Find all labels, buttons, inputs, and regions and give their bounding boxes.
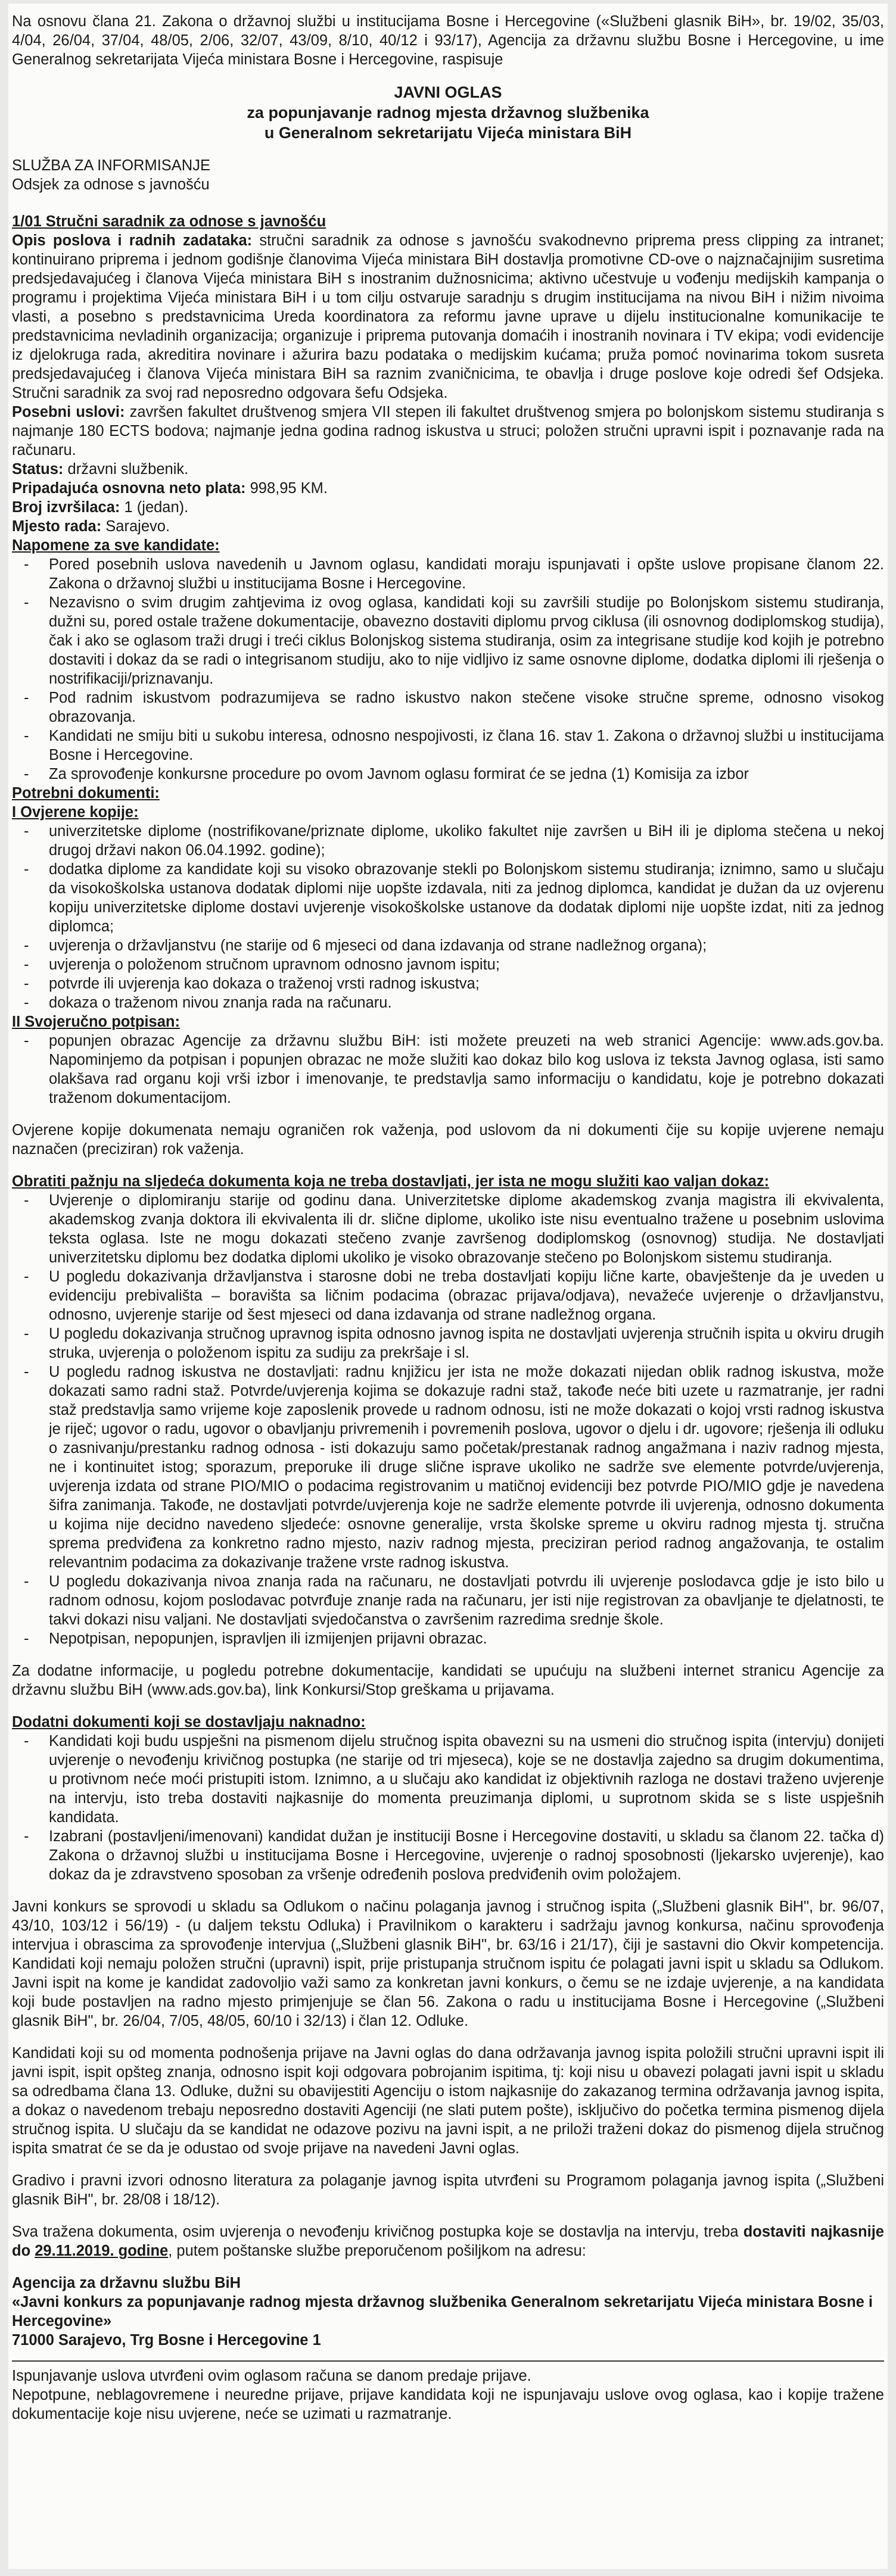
service-name: SLUŽBA ZA INFORMISANJE [12, 157, 210, 174]
salary-line [12, 479, 884, 498]
list-item: - univerzitetske diplome (nostrifikovane/priznate diplome, ukoliko fakultet nije završen u BiH ili je diploma stečena u nekoj drugoj državi nakon 06.04.1992. godine); [12, 822, 884, 860]
status-text: državni službenik. [67, 461, 189, 478]
deadline-date: 29.11.2019. godine [35, 2243, 169, 2259]
deadline-bold: dostaviti najkasnije do [12, 2223, 884, 2259]
place-line [12, 517, 884, 536]
count-label: Broj izvršilaca: [12, 499, 120, 516]
closing-paragraph-2: Nepotpune, neblagovremene i neuredne prijave, prijave kandidata koji ne ispunjavaju uslove ovog oglasa, kao i kopije tražene dokumentacije koje nisu uvjerene, neće se uzimati u razmatranje. [12, 2387, 884, 2422]
job-notice-document [8, 4, 888, 2569]
divider [12, 2360, 884, 2362]
list-item: - U pogledu dokazivanja stručnog upravnog ispita odnosno javnog ispita ne dostavljati uvjerenja stručnih ispita u okviru drugih struka, uvjerenja o položenom ispitu za sudiju za prekršaje i sl. [12, 1324, 884, 1362]
list-item: - uvjerenja o državljanstvu (ne starije od 6 mjeseci od dana izdavanja od strane nadležnog organa); [12, 936, 884, 955]
intro-paragraph: Na osnovu člana 21. Zakona o državnoj službi u institucijama Bosne i Hercegovine («Službeni glasnik BiH», br. 19/02, 35/03, 4/04, 26/04, 37/04, 48/05, 2/06, 32/07, 43/09, 8/10, 40/12 i 93/17), Agencija za državnu službu Bosne i Hercegovine, u ime Generalnog sekretarijata Vijeća ministara Bosne i Hercegovine, raspisuje [12, 13, 884, 68]
list-item: - uvjerenja o položenom stručnom upravnom odnosno javnom ispitu; [12, 955, 884, 974]
list-item: - Za sprovođenje konkursne procedure po ovom Javnom oglasu formirat će se jedna (1) Komisija za izbor [12, 765, 884, 784]
deadline-text-2: , putem poštanske službe preporučenom pošiljkom na adresu: [168, 2243, 586, 2259]
conditions-paragraph [12, 403, 884, 460]
list-item: - Nepotpisan, nepopunjen, ispravljen ili izmijenjen prijavni obrazac. [12, 1629, 884, 1648]
duties-paragraph [12, 231, 884, 403]
place-text: Sarajevo. [105, 518, 170, 535]
invalid-documents-heading: Obratiti pažnju na sljedeća dokumenta koja ne treba dostavljati, jer ista ne mogu služiti kao valjan dokaz: [12, 1173, 770, 1190]
list-item: - Uvjerenje o diplomiranju starije od godinu dana. Univerzitetske diplome akademskog zvanja magistra ili ekvivalenta, akademskog zvanja doktora ili ekvivalenta ili dr. slične diplome, ukoliko iste nisu eventualno tražene u posebnim uslovima teksta oglasa. Iste ne mogu dokazati stečeno zvanje završenog dodiplomskog (osnovnog) studija. Ne dostavljati univerzitetsku diplomu bez dodatka diplomi ukoliko je visoko obrazovanje stečeno po Bolonjskom sistemu studiranja. [12, 1191, 884, 1267]
deadline-paragraph [12, 2222, 884, 2260]
material-paragraph: Gradivo i pravni izvori odnosno literatura za polaganje javnog ispita utvrđeni su Programom polaganja javnog ispita („Službeni glasnik BiH", br. 28/08 i 18/12). [12, 2172, 884, 2208]
certified-copies-list [12, 822, 884, 1012]
list-item: - Pored posebnih uslova navedenih u Javnom oglasu, kandidati moraju ispunjavati i opšte uslove propisane članom 22. Zakona o državnoj službi u institucijama Bosne i Hercegovine. [12, 555, 884, 593]
duties-text: stručni saradnik za odnose s javnošću svakodnevno priprema press clipping za intranet; kontinuirano priprema i jednom godišnje članovima Vijeća ministara BiH dostavlja promotivne CD-ove o najznačajnijim susretima predsjedavajućeg i članova Vijeća ministara BiH s inostranim dužnosnicima; aktivno učestvuje u vođenju medijskih kampanja o programu i projektima Vijeća ministara BiH i u tom cilju ostvaruje saradnju s drugim institucijama na nivou BiH i nižim nivoima vlasti, a posebno s predstavnicima Ureda koordinatora za reformu javne uprave u dijelu institucionalne komunikacije te predstavnicima nevladinih organizacija; organizuje i priprema putovanja domaćih i inostranih novinara i TV ekipa; vodi evidencije iz djelokruga rada, akreditira novinare i ažurira bazu podataka o medijskim kućama; pruža pomoć novinarima tokom susreta predsjedavajućeg i članova Vijeća ministara BiH sa raznim zvaničnicima, te obavlja i druge poslove koje odredi šef Odsjeka. Stručni saradnik za svoj rad neposredno odgovara šefu Odsjeka. [12, 232, 884, 401]
invalid-documents-list [12, 1191, 884, 1648]
list-item: - U pogledu dokazivanja državljanstva i starosne dobi ne treba dostavljati kopiju lične karte, obavještenje da je uveden u evidenciju prebivališta – boravišta sa ličnim podacima (obrazac prijava/odjava), nevažeće uvjerenje o državljanstvu, odnosno, uvjerenje starije od šest mjeseci od dana izdavanja od strane nadležnog organa. [12, 1267, 884, 1324]
department-name: Odsjek za odnose s javnošću [12, 176, 210, 193]
duties-label: Opis poslova i radnih zadataka: [12, 232, 253, 249]
address-line-2: «Javni konkurs za popunjavanje radnog mjesta državnog službenika Generalnom sekretarijatu Vijeća ministara Bosne i Hercegovine» [12, 2294, 873, 2329]
certified-copies-heading: I Ovjerene kopije: [12, 804, 139, 821]
salary-label: Pripadajuća osnovna neto plata: [12, 480, 246, 497]
count-line [12, 498, 884, 517]
status-line [12, 460, 884, 479]
notice-subtitle-2: u Generalnom sekretarijatu Vijeća ministara BiH [264, 124, 632, 142]
list-item: - potvrde ili uvjerenja kao dokaza o traženoj vrsti radnog iskustva; [12, 974, 884, 993]
list-item: - Nezavisno o svim drugim zahtjevima iz ovog oglasa, kandidati koji su završili studije po Bolonjskom sistemu studiranja, dužni su, pored ostale tražene dokumentacije, obavezno dostaviti diplomu prvog ciklusa (ili osnovnog dodiplomskog studija), čak i ako se oglasom traži drugi i treći ciklus Bolonjskog sistema studiranja, osim za integrisane studije kod kojih je potrebno dostaviti i dokaz da se radi o integrisanom studiju, ako to nije vidljivo iz same osnovne diplome, dodatka diplomi ili rješenja o nostrifikaciji/priznavanju. [12, 593, 884, 688]
closing-paragraph-1: Ispunjavanje uslova utvrđeni ovim oglasom računa se danom predaje prijave. [12, 2368, 531, 2384]
later-documents-heading: Dodatni dokumenti koji se dostavljaju naknadno: [12, 1714, 366, 1730]
later-documents-list [12, 1732, 884, 1884]
validity-note: Ovjerene kopije dokumenata nemaju ograničen rok važenja, pod uslovom da ni dokumenti čije su kopije uvjerene nemaju naznačen (preciziran) rok važenja. [12, 1122, 884, 1158]
signed-list [12, 1031, 884, 1108]
salary-text: 998,95 KM. [250, 480, 328, 497]
address-line-3: 71000 Sarajevo, Trg Bosne i Hercegovine 1 [12, 2332, 321, 2349]
list-item: - Izabrani (postavljeni/imenovani) kandidat dužan je instituciji Bosne i Hercegovine dostaviti, u skladu sa članom 22. tačka d) Zakona o državnoj službi u institucijama Bosne i Hercegovine, uvjerenje o radnoj sposobnosti (ljekarsko uvjerenje), kao dokaz da je zdravstveno sposoban za vršenje određenih poslova predviđenih ovim položajem. [12, 1827, 884, 1884]
info-paragraph: Za dodatne informacije, u pogledu potrebne dokumentacije, kandidati se upućuju na službeni internet stranicu Agencije za državnu službu BiH (www.ads.gov.ba), link Konkursi/Stop greškama u prijavama. [12, 1663, 884, 1698]
list-item: - U pogledu dokazivanja nivoa znanja rada na računaru, ne dostavljati potvrdu ili uvjerenje poslodavca gdje je isto bilo u radnom odnosu, kojom poslodavac potvrđuje znanje rada na računaru, jer isti nije registrovan za obavljanje te djelatnosti, te takvi dokazi nisu valjani. Ne dostavljati svjedočanstva o završenim razredima srednje škole. [12, 1572, 884, 1629]
list-item: - Kandidati koji budu uspješni na pismenom dijelu stručnog ispita obavezni su na usmeni dio stručnog ispita (intervju) donijeti uvjerenje o nevođenju krivičnog postupka (ne starije od tri mjeseca), koje se ne dostavlja zajedno sa drugim dokumentima, u protivnom neće moći pristupiti istom. Iznimno, a u slučaju ako kandidat iz objektivnih razloga ne dostavi traženo uvjerenje na intervju, isto treba dostaviti najkasnije do momenta preuzimanja diplomi, u suprotnom skida se s liste uspješnih kandidata. [12, 1732, 884, 1827]
list-item: - Pod radnim iskustvom podrazumijeva se radno iskustvo nakon stečene visoke stručne spreme, odnosno visokog obrazovanja. [12, 688, 884, 726]
notice-subtitle-1: za popunjavanje radnog mjesta državnog službenika [247, 104, 649, 121]
list-item: - dokaza o traženom nivou znanja rada na računaru. [12, 993, 884, 1012]
status-label: Status: [12, 461, 64, 478]
list-item: - popunjen obrazac Agencije za državnu službu BiH: isti možete preuzeti na web stranici Agencije: www.ads.gov.ba. Napominjemo da potpisan i popunjen obrazac ne može služiti kao dokaz bilo kog uslova iz teksta Javnog oglasa, isti samo olakšava rad organu koji vrši izbor i imenovanje, te predstavlja samo informaciju o kandidatu, koje je potrebno dokazati traženom dokumentacijom. [12, 1031, 884, 1108]
list-item: - U pogledu radnog iskustva ne dostavljati: radnu knjižicu jer ista ne može dokazati nijedan oblik radnog iskustva, može dokazati samo radni staž. Potvrde/uvjerenja kojima se dokazuje radni staž, takođe neće biti uzete u razmatranje, jer radni staž predstavlja samo vrijeme koje zaposlenik provede u radnom odnosu, isti ne može dokazati o kojoj vrsti radnog iskustva je riječ; ugovor o radu, ugovor o obavljanju privremenih i povremenih poslova, ugovor o djelu i dr. ugovore; rješenja ili odluku o zasnivanju/prestanku radnog odnosa - isti dokazuju samo početak/prestanak radnog angažmana i naziv radnog mjesta, ne i kontinuitet istog; sporazum, preporuke ili druge slične isprave ukoliko ne sadrže sve elemente potvrde/uvjerenja, uvjerenja izdata od strane PIO/MIO o podacima registrovanim u matičnoj evidenciji bez potvrde PIO/MIO gdje je navedena šifra zanimanja. Takođe, ne dostavljati potvrde/uvjerenja koje ne sadrže elemente potvrde ili uvjerenja, odnosno dokumenta u kojima nije decidno navedeno sljedeće: osnovne generalije, vrsta školske spreme u okviru radnog mjesta tj. stručna sprema predviđena za konkretno radno mjesto, naziv radnog mjesta, preciziran period radnog angažovanja, te ostalim relevantnim podacima za dokazivanje tražene vrste radnog iskustva. [12, 1362, 884, 1572]
conditions-label: Posebni uslovi: [12, 404, 125, 420]
notes-list [12, 555, 884, 784]
procedure-paragraph: Javni konkurs se sprovodi u skladu sa Odlukom o načinu polaganja javnog i stručnog ispita („Službeni glasnik BiH", br. 96/07, 43/10, 103/12 i 56/19) - (u daljem tekstu Odluka) i Pravilnikom o karakteru i sadržaju javnog konkursa, načinu sprovođenja intervjua i obrascima za sprovođenje intervjua („Službeni glasnik BiH", br. 63/16 i 21/17), čiji je sastavni dio Okvir kompetencija. Kandidati koji nemaju položen stručni (upravni) ispit, prije pristupanja stručnom ispitu će polagati javni ispit u skladu sa Odlukom. Javni ispit na kome je kandidat zadovoljio važi samo za konkretan javni konkurs, o čemu se ne izdaje uvjerenje, a na kandidata koji bude postavljen na radno mjesto primjenjuje se član 56. Zakona o radu u institucijama Bosne i Hercegovine („Službeni glasnik BiH", br. 26/04, 7/05, 48/05, 60/10 i 32/13) i član 12. Odluke. [12, 1898, 884, 2029]
signed-heading: II Svojeručno potpisan: [12, 1013, 180, 1030]
notes-heading: Napomene za sve kandidate: [12, 537, 220, 554]
candidates-paragraph: Kandidati koji su od momenta podnošenja prijave na Javni oglas do dana održavanja javnog ispita položili stručni upravni ispit ili javni ispit, ispit opšteg znanja, odnosno ispit koji odgovara pobrojanim ispitima, tj: koji nisu u obavezi polagati javni ispit u skladu sa odredbama člana 13. Odluke, dužni su obavijestiti Agenciju o istom najkasnije do zakazanog termina održavanja javnog ispita, a dokaz o navedenom trebaju neposredno dostaviti Agenciji (ne slati putem pošte), isključivo do početka termina pismenog dijela stručnog ispita. U slučaju da se kandidat ne odazove pozivu na javni ispit, a ne priloži traženi dokaz do pismenog dijela stručnog ispita smatrat će se da je odustao od svoje prijave na navedeni Javni oglas. [12, 2045, 884, 2157]
list-item: - dodatka diplome za kandidate koji su visoko obrazovanje stekli po Bolonjskom sistemu studiranja; iznimno, samo u slučaju da visokoškolska ustanova dodatak diplomi nije uopšte izdavala, niti za jednog diplomca, kandidat je dužan da uz ovjerenu kopiju univerzitetske diplome dostavi uvjerenje visokoškolske ustanove da dodatak diplomi nije uopšte izdat, niti za jednog diplomca; [12, 860, 884, 936]
list-item: - Kandidati ne smiju biti u sukobu interesa, odnosno nespojivosti, iz člana 16. stav 1. Zakona o državnoj službi u institucijama Bosne i Hercegovine. [12, 726, 884, 765]
conditions-text: završen fakultet društvenog smjera VII stepen ili fakultet društvenog smjera po bolonjskom sistemu studiranja s najmanje 180 ECTS bodova; najmanje jedna godina radnog iskustva u struci; položen stručni upravni ispit i poznavanje rada na računaru. [12, 404, 884, 459]
notice-title: JAVNI OGLAS [394, 83, 502, 101]
documents-heading: Potrebni dokumenti: [12, 785, 160, 802]
address-line-1: Agencija za državnu službu BiH [12, 2275, 241, 2291]
deadline-text-1: Sva tražena dokumenta, osim uvjerenja o nevođenju krivičnog postupka koje se dostavlja na intervju, treba [12, 2223, 739, 2240]
place-label: Mjesto rada: [12, 518, 102, 535]
position-heading: 1/01 Stručni saradnik za odnose s javnošću [12, 213, 326, 230]
count-text: 1 (jedan). [124, 499, 189, 516]
